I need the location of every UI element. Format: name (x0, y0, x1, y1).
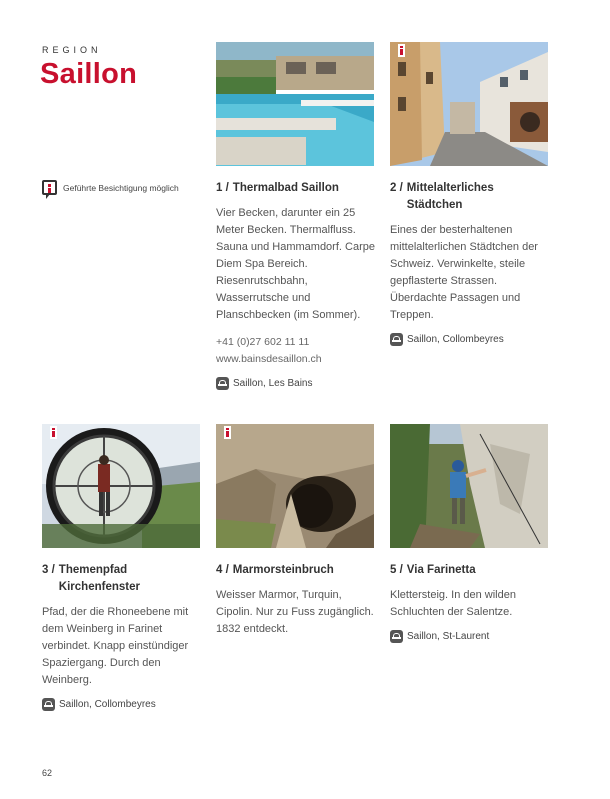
card-kirchenfenster (42, 562, 202, 711)
website-link[interactable]: www.bainsdesaillon.ch (216, 353, 322, 365)
location: Saillon, Les Bains (216, 377, 376, 390)
photo-thermalbad (216, 42, 374, 166)
region-kicker: REGION (42, 45, 102, 55)
bus-stop-icon (390, 630, 403, 643)
photo-kirchenfenster (42, 424, 200, 548)
bus-stop-icon (42, 698, 55, 711)
legend-text: Geführte Besichtigung möglich (63, 183, 179, 193)
bus-stop-icon (216, 377, 229, 390)
legend (42, 180, 179, 195)
info-marker-icon (42, 180, 57, 195)
card-description: Pfad, der die Rhoneebene mit dem Weinberg in Farinet verbindet. Knapp einstündiger Spaziergang. Durch den Weinberg. (42, 606, 189, 686)
card-title: 5 / Via Farinetta (390, 564, 476, 576)
card-marmorsteinbruch (216, 562, 376, 638)
card-description: Weisser Marmor, Turquin, Cipolin. Nur zu Fuss zugänglich. 1832 entdeckt. (216, 589, 374, 635)
card-description: Vier Becken, darunter ein 25 Meter Becken. Thermalfluss. Sauna und Hammamdorf. Carpe Diem Spa Bereich. Riesenrutschbahn, Wasserrutsche und Planschbecken (im Sommer). (216, 207, 375, 321)
info-marker-icon (398, 44, 405, 57)
card-description: Eines der besterhaltenen mittelalterlichen Städtchen der Schweiz. Verwinkelte, steile gepflasterte Strassen. Überdachte Passagen und Treppen. (390, 224, 538, 321)
location: Saillon, Collombeyres (390, 333, 550, 346)
photo-marmorsteinbruch (216, 424, 374, 548)
location: Saillon, St-Laurent (390, 630, 550, 643)
card-title: 1 / Thermalbad Saillon (216, 182, 339, 194)
card-description: Klettersteig. In den wilden Schluchten der Salentze. (390, 589, 516, 618)
photo-staedtchen (390, 42, 548, 166)
page-title: Saillon (40, 58, 138, 90)
card-title: 4 / Marmorsteinbruch (216, 564, 334, 576)
photo-via-farinetta (390, 424, 548, 548)
card-via-farinetta (390, 562, 550, 643)
info-marker-icon (50, 426, 57, 439)
info-marker-icon (224, 426, 231, 439)
card-title: 2 / Mittelalterliches Städtchen (390, 182, 494, 211)
page-number: 62 (42, 768, 53, 778)
location: Saillon, Collombeyres (42, 698, 202, 711)
phone-number[interactable]: +41 (0)27 602 11 11 (216, 336, 310, 348)
card-contact (216, 334, 376, 368)
card-staedtchen (390, 180, 550, 346)
card-thermalbad (216, 180, 376, 390)
bus-stop-icon (390, 333, 403, 346)
card-title: 3 / Themenpfad Kirchenfenster (42, 564, 140, 593)
